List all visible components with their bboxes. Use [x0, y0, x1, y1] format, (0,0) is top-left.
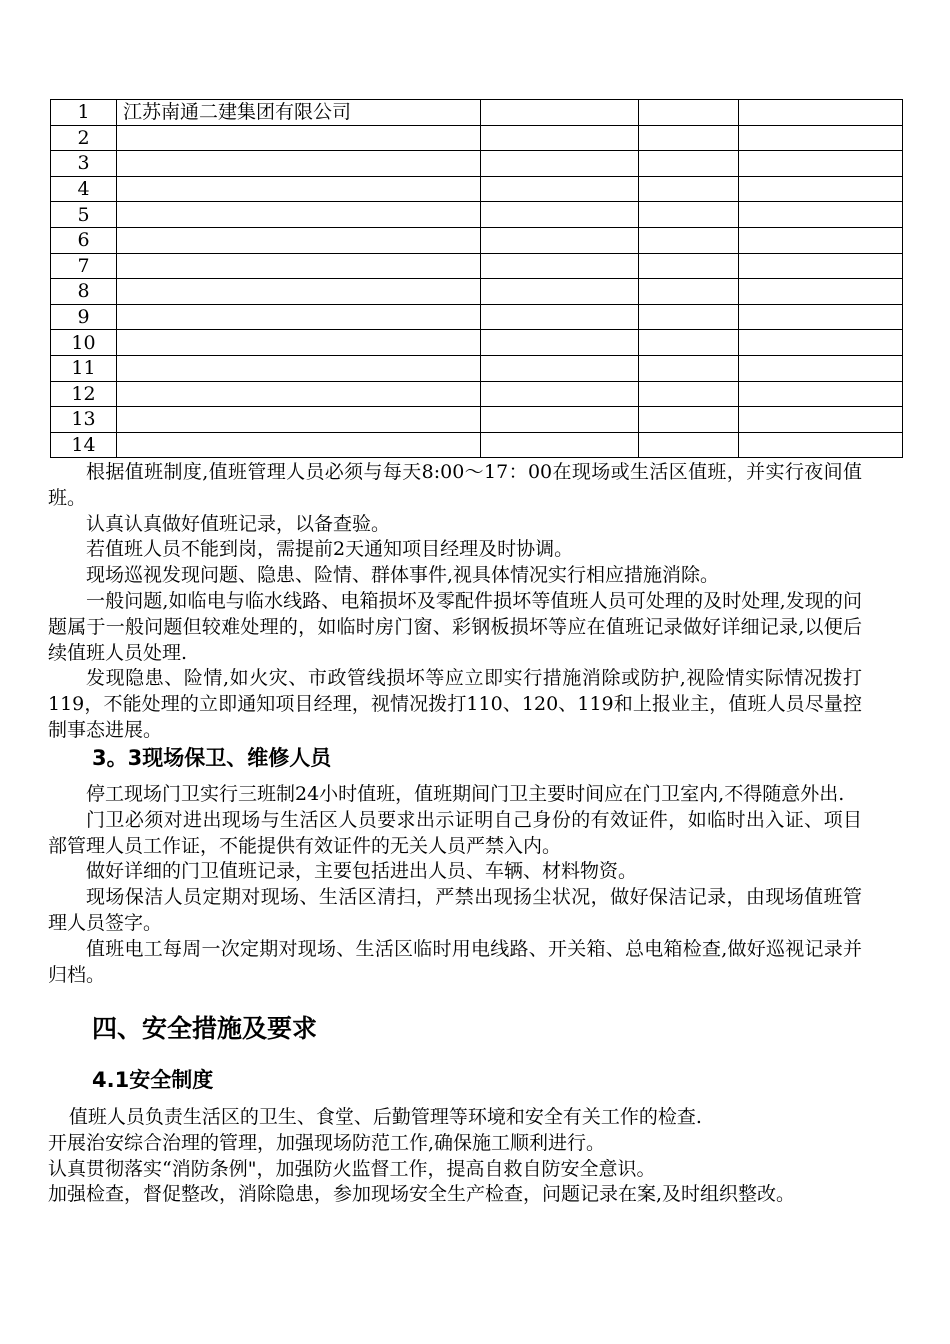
company-cell — [117, 330, 481, 356]
row-number-cell: 8 — [51, 279, 117, 305]
empty-cell — [639, 407, 739, 433]
section-heading: 4.1安全制度 — [92, 1068, 214, 1092]
table-row — [51, 202, 903, 228]
empty-cell — [481, 176, 639, 202]
paragraph: 开展治安综合治理的管理，加强现场防范工作,确保施工顺利进行。 — [48, 1131, 606, 1154]
row-number-cell: 10 — [51, 330, 117, 356]
company-cell — [117, 227, 481, 253]
empty-cell — [739, 279, 903, 305]
company-cell — [117, 125, 481, 151]
section-3-3-body — [48, 782, 862, 988]
company-cell — [117, 407, 481, 433]
empty-cell — [739, 304, 903, 330]
company-cell — [117, 432, 481, 458]
company-cell — [117, 253, 481, 279]
section-4-1-body — [48, 1105, 862, 1208]
table-row — [51, 100, 903, 126]
row-number-cell: 1 — [51, 100, 117, 126]
paragraph: 值班电工每周一次定期对现场、生活区临时用电线路、开关箱、总电箱检查,做好巡视记录并归档。 — [48, 937, 862, 986]
empty-cell — [481, 330, 639, 356]
company-cell — [117, 176, 481, 202]
table-row — [51, 330, 903, 356]
empty-cell — [639, 176, 739, 202]
paragraph: 一般问题,如临电与临水线路、电箱损坏及零配件损坏等值班人员可处理的及时处理,发现的问题属于一般问题但较难处理的，如临时房门窗、彩钢板损坏等应在值班记录做好详细记录,以便后续值班人员处理. — [48, 589, 862, 664]
empty-cell — [739, 432, 903, 458]
paragraph: 停工现场门卫实行三班制24小时值班，值班期间门卫主要时间应在门卫室内,不得随意外出. — [86, 783, 845, 805]
empty-cell — [739, 202, 903, 228]
empty-cell — [739, 125, 903, 151]
section-3-3 — [92, 746, 864, 772]
empty-cell — [639, 227, 739, 253]
empty-cell — [481, 227, 639, 253]
empty-cell — [639, 202, 739, 228]
empty-cell — [639, 279, 739, 305]
empty-cell — [739, 227, 903, 253]
empty-cell — [481, 355, 639, 381]
row-number-cell: 13 — [51, 407, 117, 433]
empty-cell — [639, 355, 739, 381]
table-row — [51, 279, 903, 305]
paragraph: 值班人员负责生活区的卫生、食堂、后勤管理等环境和安全有关工作的检查. — [68, 1106, 702, 1128]
section-3-2-body — [48, 460, 862, 744]
paragraph: 现场保洁人员定期对现场、生活区清扫，严禁出现扬尘状况，做好保洁记录，由现场值班管理人员签字。 — [48, 886, 862, 934]
company-cell — [117, 304, 481, 330]
empty-cell — [481, 432, 639, 458]
empty-cell — [639, 253, 739, 279]
empty-cell — [739, 330, 903, 356]
paragraph: 加强检查，督促整改，消除隐患，参加现场安全生产检查，问题记录在案,及时组织整改。 — [48, 1183, 796, 1206]
empty-cell — [639, 304, 739, 330]
company-cell — [117, 202, 481, 228]
empty-cell — [739, 381, 903, 407]
row-number-cell: 9 — [51, 304, 117, 330]
empty-cell — [739, 355, 903, 381]
table-row — [51, 304, 903, 330]
empty-cell — [481, 100, 639, 126]
empty-cell — [481, 125, 639, 151]
empty-cell — [639, 381, 739, 407]
paragraph: 根据值班制度,值班管理人员必须与每天8:00～17：00在现场或生活区值班，并实行夜间值班。 — [48, 461, 862, 509]
row-number-cell: 7 — [51, 253, 117, 279]
empty-cell — [739, 176, 903, 202]
section-4-1 — [92, 1068, 864, 1094]
paragraph: 若值班人员不能到岗，需提前2天通知项目经理及时协调。 — [86, 538, 574, 561]
empty-cell — [481, 381, 639, 407]
empty-cell — [739, 253, 903, 279]
empty-cell — [481, 253, 639, 279]
empty-cell — [481, 151, 639, 177]
company-cell — [117, 151, 481, 177]
empty-cell — [739, 151, 903, 177]
paragraph: 认真贯彻落实“消防条例"，加强防火监督工作，提高自救自防安全意识。 — [48, 1157, 656, 1180]
paragraph: 做好详细的门卫值班记录，主要包括进出人员、车辆、材料物资。 — [86, 860, 638, 883]
table-row — [51, 432, 903, 458]
row-number-cell: 5 — [51, 202, 117, 228]
empty-cell — [639, 125, 739, 151]
table-row — [51, 355, 903, 381]
empty-cell — [639, 432, 739, 458]
empty-cell — [481, 407, 639, 433]
row-number-cell: 3 — [51, 151, 117, 177]
empty-cell — [739, 100, 903, 126]
row-number-cell: 6 — [51, 227, 117, 253]
section-heading: 3。3现场保卫、维修人员 — [92, 746, 332, 770]
company-cell — [117, 279, 481, 305]
paragraph: 认真认真做好值班记录，以备查验。 — [86, 512, 391, 535]
paragraph: 门卫必须对进出现场与生活区人员要求出示证明自己身份的有效证件，如临时出入证、项目部管理人员工作证，不能提供有效证件的无关人员严禁入内。 — [48, 808, 862, 857]
roster-body — [51, 100, 903, 458]
empty-cell — [481, 202, 639, 228]
table-row — [51, 381, 903, 407]
empty-cell — [481, 304, 639, 330]
empty-cell — [481, 279, 639, 305]
table-row — [51, 253, 903, 279]
paragraph: 发现隐患、险情,如火灾、市政管线损坏等应立即实行措施消除或防护,视险情实际情况拨打119，不能处理的立即通知项目经理，视情况拨打110、120、119和上报业主，值班人员尽量控制事态进展。 — [48, 667, 862, 741]
company-cell — [117, 381, 481, 407]
row-number-cell: 2 — [51, 125, 117, 151]
empty-cell — [739, 407, 903, 433]
row-number-cell: 12 — [51, 381, 117, 407]
empty-cell — [639, 330, 739, 356]
section-4 — [92, 1016, 864, 1042]
table-row — [51, 176, 903, 202]
row-number-cell: 4 — [51, 176, 117, 202]
table-row — [51, 151, 903, 177]
table-row — [51, 407, 903, 433]
table-row — [51, 227, 903, 253]
chapter-heading: 四、安全措施及要求 — [92, 1014, 318, 1043]
row-number-cell: 14 — [51, 432, 117, 458]
row-number-cell: 11 — [51, 355, 117, 381]
empty-cell — [639, 100, 739, 126]
table-row — [51, 125, 903, 151]
company-cell: 江苏南通二建集团有限公司 — [117, 100, 481, 126]
paragraph: 现场巡视发现问题、隐患、险情、群体事件,视具体情况实行相应措施消除。 — [86, 564, 720, 587]
company-cell — [117, 355, 481, 381]
empty-cell — [639, 151, 739, 177]
duty-roster-table — [50, 99, 903, 458]
